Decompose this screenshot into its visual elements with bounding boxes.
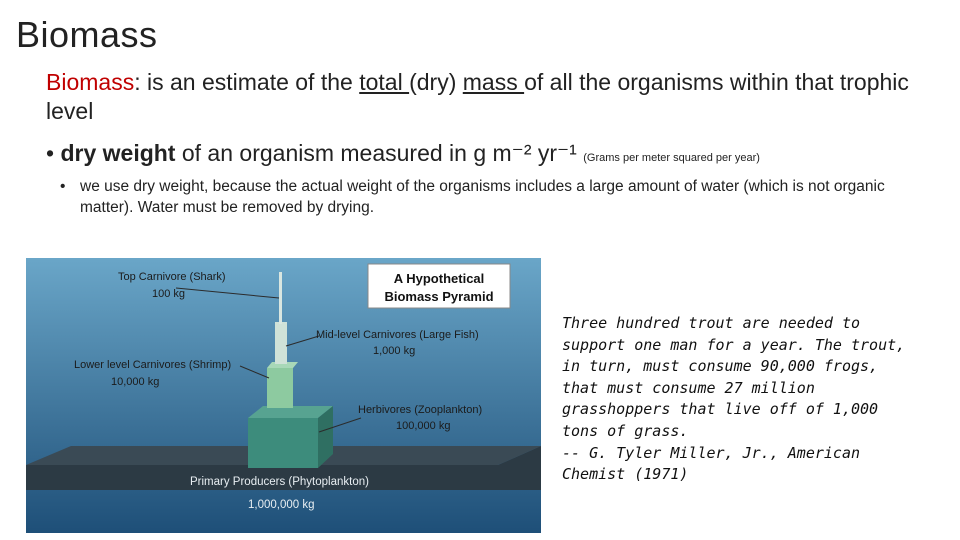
bullet-units-note: (Grams per meter squared per year) [583,152,760,164]
value-lower-carnivores: 10,000 kg [111,376,160,388]
value-primary-producers: 1,000,000 kg [248,499,315,511]
sub-bullet-text: we use dry weight, because the actual weight of the organisms includes a large amount of water (which is not organic matter). Water must be removed by drying. [80,178,885,216]
definition-text-1: : is an estimate of the [134,69,360,95]
label-herbivores: Herbivores (Zooplankton) [358,404,483,416]
value-mid-carnivores: 1,000 kg [373,345,416,357]
definition-text-3: of all the organisms within that trophic level [46,69,909,124]
definition-underline-total: total [359,69,410,95]
mid-carnivores-block [275,322,287,364]
sub-bullet-water [60,176,910,218]
label-primary-producers: Primary Producers (Phytoplankton) [190,476,369,488]
value-top-carnivore: 100 kg [152,288,186,300]
herbivores-block [248,418,318,468]
biomass-pyramid-figure [26,258,541,533]
biomass-definition [46,68,946,126]
bullet-dry-weight: • dry weight of an organism measured in g m⁻² yr⁻¹ (Grams per meter squared per year) [46,140,760,166]
lower-carnivores-block [267,368,293,408]
slide-title: Biomass [16,14,158,55]
label-top-carnivore: Top Carnivore (Shark) [118,271,226,283]
figure-title-line2: Biomass Pyramid [384,289,494,304]
definition-text-2: (dry) [409,69,463,95]
bullet-units-text: of an organism measured in g m⁻² yr⁻¹ [175,140,584,166]
figure-title-line1: A Hypothetical [393,271,485,286]
definition-underline-mass: mass [462,69,525,95]
quote-text: Three hundred trout are needed to support one man for a year. The trout, in turn, must consume 90,000 frogs, that must consume 27 million grasshoppers that live off of 1,000 tons of grass. -- G. Tyler Miller, Jr., American Chemist (1971) [562,314,906,484]
label-mid-carnivores: Mid-level Carnivores (Large Fish) [316,329,479,341]
value-herbivores: 100,000 kg [396,420,451,432]
top-carnivore-block [279,272,282,324]
trout-quote [562,313,922,486]
bullet-bold-term: dry weight [60,140,176,166]
bullet-dot: • [60,178,66,195]
definition-term: Biomass [46,69,135,95]
label-lower-carnivores: Lower level Carnivores (Shrimp) [74,359,232,371]
